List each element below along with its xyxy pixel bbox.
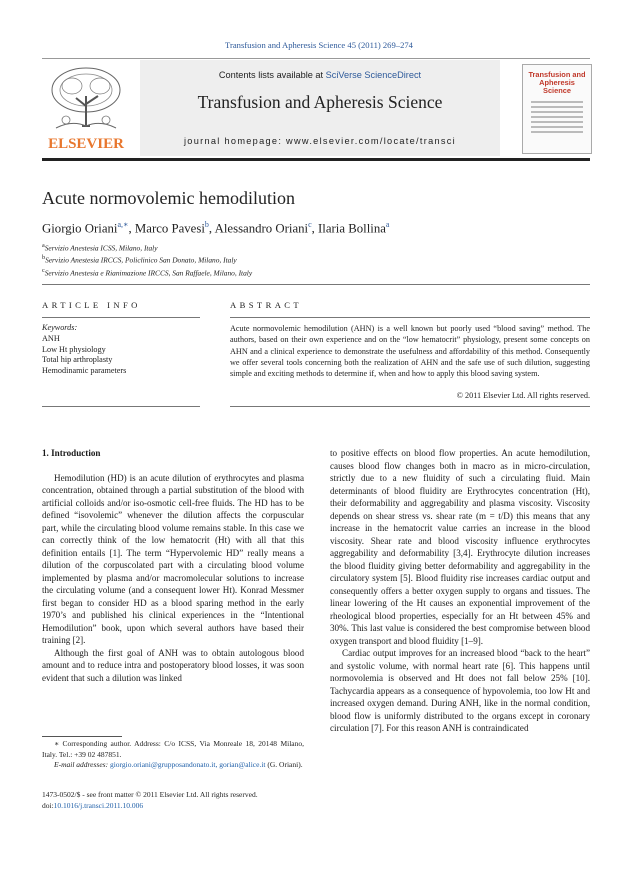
article-info-heading: ARTICLE INFO <box>42 300 141 310</box>
elsevier-wordmark: ELSEVIER <box>48 136 124 152</box>
corresponding-author-note: ∗ Corresponding author. Address: C/o ICSS, Via Monreale 18, 20148 Milano, Italy. Tel.: +39 02 487851. <box>42 739 304 759</box>
affiliation-item <box>42 241 252 253</box>
affiliation-mark: a <box>42 243 45 249</box>
affiliation-text: Servizio Anestesia e Rianimazione IRCCS, San Raffaele, Milano, Italy <box>44 268 253 278</box>
sciencedirect-link[interactable]: SciVerse ScienceDirect <box>325 70 422 80</box>
body-paragraph: Although the first goal of ANH was to obtain autologous blood amount and to reduce intra and postoperatory blood losses, it was soon evident that such a dilution was linked <box>42 647 304 683</box>
body-paragraph: Hemodilution (HD) is an acute dilution of erythrocytes and plasma concentration, obtained through a partial substitution of the blood with artificial colloids and/or iso-osmotic cell-free fluids. The HD has to be defined “isovolemic” whenever the dilution affects the corpuscular part, while the circulating blood volume remains stable. In this case we can correctly think of the low hematocrit (Ht) with all that this definition entails [1]. The term “Hypervolemic HD” really means a dilution of the corpuscolated part with a circulating blood volume implemented by plasma and/or macromolecular solutions to increase the circulating volume (and a consequent lower Ht). Konrad Messmer first began to consider HD as a blood sparing method in the early 1970’s and published his clinical experiences in the “Intentional Hemodilution” book, upon which several authors have based their training [2]. <box>42 472 304 645</box>
abstract-divider <box>230 317 590 318</box>
affiliation-mark: b <box>42 255 46 262</box>
header-divider-bottom <box>42 158 590 161</box>
doi-prefix: doi: <box>42 800 54 810</box>
affiliation-item <box>42 266 252 278</box>
footnotes <box>42 739 304 771</box>
issn-line: 1473-0502/$ - see front matter © 2011 Elsevier Ltd. All rights reserved. <box>42 790 258 799</box>
cover-title: Transfusion and Apheresis Science <box>528 70 586 95</box>
contents-prefix: Contents lists available at <box>218 70 326 80</box>
keyword-item: ANH <box>42 333 60 343</box>
keyword-item: Low Ht physiology <box>42 344 106 354</box>
keyword-item: Hemodinamic parameters <box>42 366 127 376</box>
email-label: E-mail addresses: <box>54 760 109 769</box>
author-affiliation-mark[interactable]: a,∗ <box>117 220 129 229</box>
author-affiliation-mark[interactable]: c <box>308 220 312 229</box>
email-links[interactable]: giorgio.oriani@grupposandonato.it, gorian@alice.it <box>109 760 266 769</box>
body-paragraph: to positive effects on blood flow properties. An acute hemodilution, causes blood flow changes both in macro as in micro-circulation, strictly due to a new fluidity of such a circulating fluid. Main determinants of blood fluidity are Erythrocytes concentration (Ht), their deformability and aggregability and plasma viscosity. Viscosity depends on shear stress vs. shear rate (m = t/D) this means that any increase in the hematocrit value carries an increase in the blood viscosity. Shear rate and blood viscosity influence erythrocytes aggregability and deformability [3,4]. Erythrocyte dilution increases the blood fluidity giving better deformability and aggregability in the circulatory system [5]. Blood fluidity rise increases cardiac output and consequently offers a better oxygen supply to organs and tissues. The linear lowering of the Ht causes an exponential improvement of the rheological blood properties, especially for an Ht between 45% and 30%. This last value is considered the best compromise between blood oxygen transport and blood fluidity [1–9]. <box>330 448 590 646</box>
journal-cover-thumbnail[interactable] <box>522 64 592 154</box>
keywords-block <box>42 323 126 377</box>
doi-line <box>42 801 342 812</box>
author-affiliation-mark[interactable]: b <box>204 220 209 229</box>
elsevier-logo <box>42 62 130 154</box>
author-name[interactable]: Alessandro Oriani <box>214 221 309 236</box>
body-column-left <box>42 447 304 684</box>
article-title: Acute normovolemic hemodilution <box>42 188 295 208</box>
affiliation-mark: c <box>42 267 45 274</box>
cover-text-lines <box>531 101 583 136</box>
author-name[interactable]: Giorgio Oriani <box>42 221 118 236</box>
author-separator: , <box>311 221 319 236</box>
footnote-divider <box>42 736 122 737</box>
abstract-heading: ABSTRACT <box>230 300 303 310</box>
email-note <box>42 760 304 771</box>
author-name[interactable]: Marco Pavesi <box>134 221 205 236</box>
author-separator: , <box>208 221 215 236</box>
author-separator: , <box>128 221 135 236</box>
author-name[interactable]: Ilaria Bollina <box>318 221 386 236</box>
homepage-prefix: journal homepage: <box>183 136 287 146</box>
article-info-bottom-divider <box>42 406 200 407</box>
contents-availability <box>150 70 490 80</box>
affiliation-text: Servizio Anestesia ICSS, Milano, Italy <box>44 243 158 253</box>
section-divider <box>42 284 590 285</box>
homepage-link[interactable]: www.elsevier.com/locate/transci <box>286 136 457 146</box>
article-info-divider <box>42 317 200 318</box>
keyword-list <box>42 334 126 377</box>
body-paragraph: Cardiac output improves for an increased blood “back to the heart” and systolic volume, with normal heart rate [6]. This happens until normovolemia is observed and Ht does not fall below 25% [10]. Tachycardia appears as a consequence of hypovolemia, too low Ht and increased oxygen demand. During ANH, like in the normal condition, blood flow is uniformly distributed to the organs except in coronary circulation [7]. For this reason ANH is contraindicated <box>330 648 590 733</box>
body-column-right <box>330 447 590 735</box>
keyword-item: Total hip arthroplasty <box>42 355 113 365</box>
affiliation-item <box>42 253 252 265</box>
footer <box>42 790 342 811</box>
journal-homepage <box>140 136 500 146</box>
abstract-text: Acute normovolemic hemodilution (AHN) is a well known but poorly used “blood saving” method. The authors, based on their own experience and on the “low hematocrit” physiology, present some concepts on AHN and a clinical experience to demonstrate the usefulness and affordability of this method. Consequently we offer several tools concerning both the realization of AHN and the safe use of such dilution, suggesting simple and exciting methods to determine if, when and how to apply this blood saving system. <box>230 324 590 379</box>
author-list <box>42 220 389 236</box>
email-suffix: (G. Oriani). <box>267 760 303 769</box>
journal-title: Transfusion and Apheresis Science <box>197 92 443 112</box>
section-heading: 1. Introduction <box>42 448 101 458</box>
header-divider-top <box>42 58 590 59</box>
abstract-copyright: © 2011 Elsevier Ltd. All rights reserved. <box>456 391 590 400</box>
doi-link[interactable]: 10.1016/j.transci.2011.10.006 <box>53 800 144 810</box>
elsevier-tree-icon <box>42 62 130 154</box>
affiliation-text: Servizio Anestesia IRCCS, Policlinico San Donato, Milano, Italy <box>45 255 237 265</box>
author-affiliation-mark[interactable]: a <box>385 220 390 229</box>
journal-citation[interactable]: Transfusion and Apheresis Science 45 (2011) 269–274 <box>225 40 413 50</box>
keywords-label: Keywords: <box>42 323 78 332</box>
abstract-bottom-divider <box>230 406 590 407</box>
affiliations-list <box>42 241 252 278</box>
